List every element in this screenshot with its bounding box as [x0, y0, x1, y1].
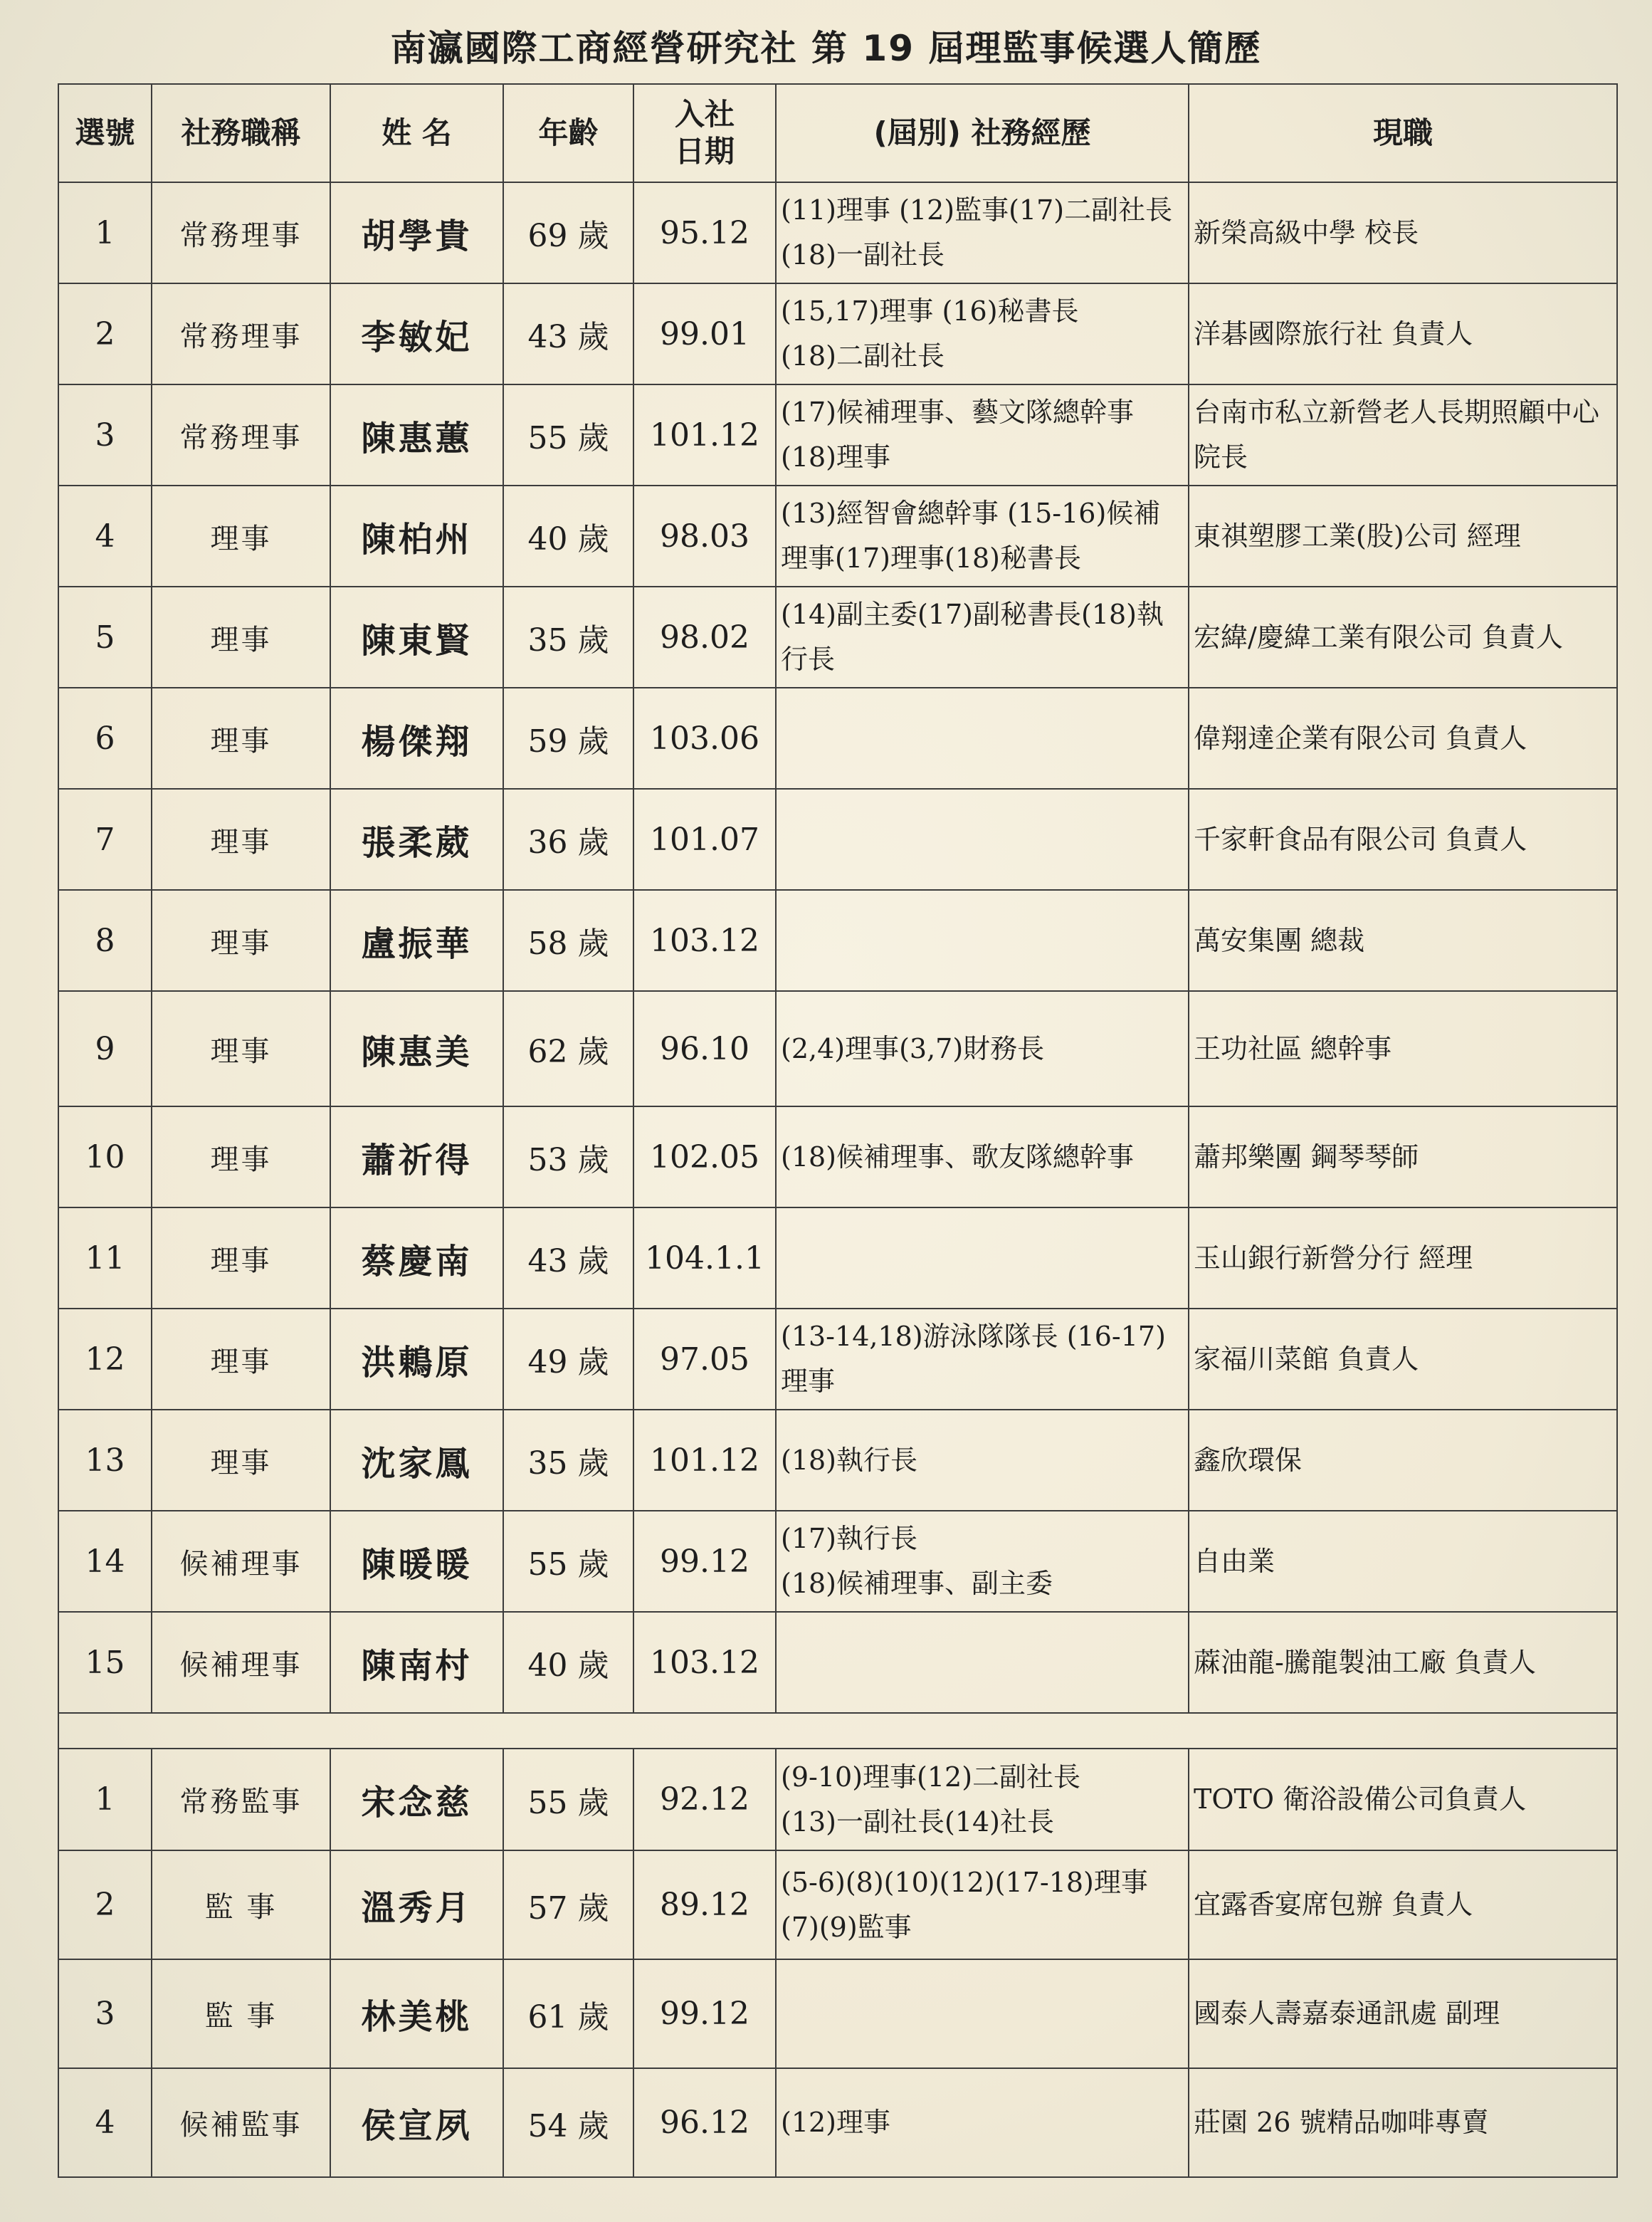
candidate-join-date: 95.12: [633, 182, 776, 283]
candidate-age: 61 歲: [503, 1959, 633, 2068]
candidate-history: [776, 1410, 1189, 1511]
candidate-name: 侯宣夙: [330, 2068, 503, 2177]
history-line: (2,4)理事(3,7)財務長: [781, 1032, 1045, 1064]
candidate-position: TOTO 衛浴設備公司負責人: [1189, 1749, 1617, 1850]
candidate-name: 陳惠美: [330, 991, 503, 1106]
candidate-join-date: 97.05: [633, 1309, 776, 1410]
candidate-title: 候補理事: [152, 1612, 330, 1713]
candidate-age: 55 歲: [503, 1511, 633, 1612]
candidate-position: 偉翔達企業有限公司 負責人: [1189, 688, 1617, 789]
candidate-title: 理事: [152, 587, 330, 688]
candidate-title: 常務理事: [152, 384, 330, 486]
candidate-position: 台南市私立新營老人長期照顧中心 院長: [1189, 384, 1617, 486]
director-row: [58, 1612, 1617, 1713]
candidate-age: 54 歲: [503, 2068, 633, 2177]
candidate-name: 陳東賢: [330, 587, 503, 688]
history-line: (11)理事 (12)監事(17)二副社長: [781, 194, 1173, 226]
candidate-name: 陳柏州: [330, 486, 503, 587]
candidate-name: 林美桃: [330, 1959, 503, 2068]
candidate-position: 莊園 26 號精品咖啡專賣: [1189, 2068, 1617, 2177]
supervisor-row: [58, 1850, 1617, 1959]
candidate-number: 13: [58, 1410, 152, 1511]
header-number: 選號: [58, 84, 152, 182]
candidate-number: 2: [58, 283, 152, 384]
candidate-history: [776, 486, 1189, 587]
history-line: (5-6)(8)(10)(12)(17-18)理事: [781, 1866, 1148, 1898]
candidate-history: [776, 890, 1189, 991]
candidate-join-date: 99.01: [633, 283, 776, 384]
candidate-age: 49 歲: [503, 1309, 633, 1410]
history-line: (18)二副社長: [781, 340, 945, 372]
candidate-age: 40 歲: [503, 1612, 633, 1713]
history-line: (18)候補理事、副主委: [781, 1568, 1053, 1599]
candidate-number: 5: [58, 587, 152, 688]
candidate-position: 鑫欣環保: [1189, 1410, 1617, 1511]
candidate-age: 55 歲: [503, 384, 633, 486]
candidate-name: 陳南村: [330, 1612, 503, 1713]
director-row: [58, 384, 1617, 486]
candidate-title: 常務理事: [152, 182, 330, 283]
header-join-date-line2: 日期: [674, 134, 735, 169]
candidate-title: 常務理事: [152, 283, 330, 384]
candidate-history: [776, 1309, 1189, 1410]
candidate-join-date: 96.10: [633, 991, 776, 1106]
candidate-age: 35 歲: [503, 587, 633, 688]
candidate-join-date: 89.12: [633, 1850, 776, 1959]
candidate-position: 新榮高級中學 校長: [1189, 182, 1617, 283]
candidate-age: 43 歲: [503, 283, 633, 384]
candidate-number: 4: [58, 2068, 152, 2177]
candidate-history: [776, 587, 1189, 688]
candidate-title: 候補監事: [152, 2068, 330, 2177]
candidate-history: [776, 991, 1189, 1106]
candidate-number: 10: [58, 1106, 152, 1207]
candidate-history: [776, 1850, 1189, 1959]
candidate-title: 理事: [152, 1309, 330, 1410]
candidate-age: 35 歲: [503, 1410, 633, 1511]
director-row: [58, 1511, 1617, 1612]
header-position: 現職: [1189, 84, 1617, 182]
director-row: [58, 991, 1617, 1106]
director-row: [58, 1410, 1617, 1511]
candidate-join-date: 92.12: [633, 1749, 776, 1850]
director-row: [58, 789, 1617, 890]
candidate-title: 理事: [152, 1410, 330, 1511]
candidate-position: 自由業: [1189, 1511, 1617, 1612]
candidate-history: [776, 2068, 1189, 2177]
candidate-number: 12: [58, 1309, 152, 1410]
candidate-history: [776, 283, 1189, 384]
candidate-age: 62 歲: [503, 991, 633, 1106]
candidate-join-date: 99.12: [633, 1511, 776, 1612]
candidate-name: 盧振華: [330, 890, 503, 991]
candidate-position: 洋碁國際旅行社 負責人: [1189, 283, 1617, 384]
candidate-position: 千家軒食品有限公司 負責人: [1189, 789, 1617, 890]
candidate-age: 59 歲: [503, 688, 633, 789]
candidate-number: 11: [58, 1207, 152, 1309]
candidate-position: 宏緯/慶緯工業有限公司 負責人: [1189, 587, 1617, 688]
candidate-position: 東祺塑膠工業(股)公司 經理: [1189, 486, 1617, 587]
candidate-name: 陳暖暖: [330, 1511, 503, 1612]
candidate-name: 陳惠蕙: [330, 384, 503, 486]
director-row: [58, 1309, 1617, 1410]
candidate-position: 家福川菜館 負責人: [1189, 1309, 1617, 1410]
history-line: (18)一副社長: [781, 239, 945, 271]
section-divider: [58, 1713, 1617, 1749]
candidate-history: [776, 1511, 1189, 1612]
candidate-age: 43 歲: [503, 1207, 633, 1309]
candidate-number: 8: [58, 890, 152, 991]
candidate-number: 3: [58, 1959, 152, 2068]
candidate-history: [776, 789, 1189, 890]
candidate-history: [776, 1749, 1189, 1850]
candidate-age: 55 歲: [503, 1749, 633, 1850]
candidate-age: 69 歲: [503, 182, 633, 283]
header-row: [58, 84, 1617, 182]
candidate-join-date: 98.02: [633, 587, 776, 688]
candidate-age: 53 歲: [503, 1106, 633, 1207]
candidate-title: 候補理事: [152, 1511, 330, 1612]
section-divider-row: [58, 1713, 1617, 1749]
candidate-join-date: 103.12: [633, 890, 776, 991]
supervisor-row: [58, 1959, 1617, 2068]
candidate-history: [776, 688, 1189, 789]
candidate-title: 理事: [152, 890, 330, 991]
candidate-number: 1: [58, 1749, 152, 1850]
candidate-history: [776, 1612, 1189, 1713]
candidate-join-date: 104.1.1: [633, 1207, 776, 1309]
candidate-number: 14: [58, 1511, 152, 1612]
candidate-join-date: 96.12: [633, 2068, 776, 2177]
candidate-title: 理事: [152, 1207, 330, 1309]
supervisor-row: [58, 1749, 1617, 1850]
history-line: (13)經智會總幹事 (15-16)候補理事(17)理事(18)秘書長: [781, 498, 1161, 574]
candidate-name: 蕭祈得: [330, 1106, 503, 1207]
page-title: 南瀛國際工商經營研究社 第 19 屆理監事候選人簡歷: [390, 28, 1262, 69]
director-row: [58, 1207, 1617, 1309]
candidate-position: 蕭邦樂團 鋼琴琴師: [1189, 1106, 1617, 1207]
candidate-table: [58, 83, 1618, 2178]
candidate-title: 理事: [152, 991, 330, 1106]
history-line: (13)一副社長(14)社長: [781, 1806, 1055, 1838]
director-row: [58, 688, 1617, 789]
candidate-position: 萬安集團 總裁: [1189, 890, 1617, 991]
candidate-name: 沈家鳳: [330, 1410, 503, 1511]
history-line: (18)理事: [781, 441, 891, 473]
history-line: (9-10)理事(12)二副社長: [781, 1761, 1081, 1793]
candidate-name: 溫秀月: [330, 1850, 503, 1959]
candidate-name: 楊傑翔: [330, 688, 503, 789]
candidate-position: 蔴油龍-騰龍製油工廠 負責人: [1189, 1612, 1617, 1713]
candidate-number: 4: [58, 486, 152, 587]
candidate-age: 57 歲: [503, 1850, 633, 1959]
candidate-join-date: 103.12: [633, 1612, 776, 1713]
candidate-position: 玉山銀行新營分行 經理: [1189, 1207, 1617, 1309]
candidate-number: 6: [58, 688, 152, 789]
candidate-title: 理事: [152, 486, 330, 587]
history-line: (7)(9)監事: [781, 1911, 912, 1943]
header-name: 姓 名: [330, 84, 503, 182]
director-row: [58, 1106, 1617, 1207]
candidate-join-date: 98.03: [633, 486, 776, 587]
candidate-join-date: 101.12: [633, 1410, 776, 1511]
candidate-name: 洪鶇原: [330, 1309, 503, 1410]
candidate-number: 1: [58, 182, 152, 283]
history-line: (12)理事: [781, 2107, 891, 2139]
history-line: (18)執行長: [781, 1444, 918, 1476]
supervisor-row: [58, 2068, 1617, 2177]
candidate-number: 3: [58, 384, 152, 486]
candidate-age: 36 歲: [503, 789, 633, 890]
history-line: (14)副主委(17)副秘書長(18)執行長: [781, 599, 1164, 675]
header-age: 年齡: [503, 84, 633, 182]
candidate-title: 常務監事: [152, 1749, 330, 1850]
candidate-name: 宋念慈: [330, 1749, 503, 1850]
candidate-join-date: 101.07: [633, 789, 776, 890]
director-row: [58, 486, 1617, 587]
candidate-name: 蔡慶南: [330, 1207, 503, 1309]
candidate-join-date: 101.12: [633, 384, 776, 486]
candidate-title: 理事: [152, 789, 330, 890]
director-row: [58, 182, 1617, 283]
candidate-age: 58 歲: [503, 890, 633, 991]
candidate-number: 2: [58, 1850, 152, 1959]
header-join-date-line1: 入社: [674, 96, 735, 132]
candidate-title: 理事: [152, 1106, 330, 1207]
candidate-position: 宜露香宴席包辦 負責人: [1189, 1850, 1617, 1959]
candidate-join-date: 102.05: [633, 1106, 776, 1207]
candidate-history: [776, 384, 1189, 486]
candidate-age: 40 歲: [503, 486, 633, 587]
history-line: (17)執行長: [781, 1523, 918, 1555]
candidate-number: 7: [58, 789, 152, 890]
header-title: 社務職稱: [152, 84, 330, 182]
director-row: [58, 587, 1617, 688]
history-line: (17)候補理事、藝文隊總幹事: [781, 397, 1135, 429]
candidate-number: 9: [58, 991, 152, 1106]
director-row: [58, 283, 1617, 384]
candidate-join-date: 103.06: [633, 688, 776, 789]
history-line: (13-14,18)游泳隊隊長 (16-17)理事: [781, 1321, 1166, 1397]
candidate-history: [776, 182, 1189, 283]
candidate-join-date: 99.12: [633, 1959, 776, 2068]
candidate-history: [776, 1106, 1189, 1207]
candidate-history: [776, 1207, 1189, 1309]
candidate-position: 國泰人壽嘉泰通訊處 副理: [1189, 1959, 1617, 2068]
candidate-position: 王功社區 總幹事: [1189, 991, 1617, 1106]
history-line: (15,17)理事 (16)秘書長: [781, 295, 1079, 327]
director-row: [58, 890, 1617, 991]
candidate-title: 監 事: [152, 1850, 330, 1959]
header-history: (屆別) 社務經歷: [776, 84, 1189, 182]
candidate-number: 15: [58, 1612, 152, 1713]
candidate-history: [776, 1959, 1189, 2068]
candidate-name: 胡學貴: [330, 182, 503, 283]
candidate-title: 監 事: [152, 1959, 330, 2068]
candidate-name: 張柔葳: [330, 789, 503, 890]
history-line: (18)候補理事、歌友隊總幹事: [781, 1141, 1135, 1173]
header-join-date: [633, 84, 776, 182]
candidate-name: 李敏妃: [330, 283, 503, 384]
candidate-title: 理事: [152, 688, 330, 789]
